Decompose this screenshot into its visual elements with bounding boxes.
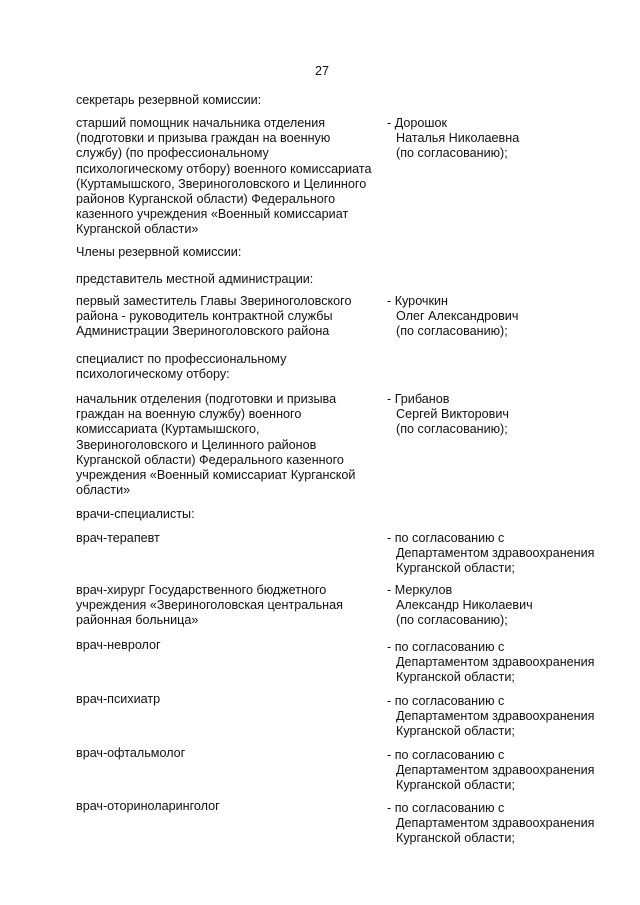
position-line: врач-офтальмолог <box>76 746 186 760</box>
person-note-line: Курганской области; <box>396 670 515 685</box>
position-neurologist <box>76 638 381 653</box>
person-name-line: Сергей Викторович <box>396 407 509 422</box>
person-surgeon <box>387 583 617 629</box>
person-note-line: Департаментом здравоохранения <box>396 546 595 561</box>
person-name-line: - Дорошок <box>387 116 447 130</box>
person-note-line: Курганской области; <box>396 778 515 793</box>
position-line: врач-терапевт <box>76 531 160 545</box>
heading-line: специалист по профессиональному <box>76 352 287 366</box>
heading-line: психологическому отбору: <box>76 367 230 382</box>
person-note-line: - по согласованию с <box>387 801 505 815</box>
person-note-line: - по согласованию с <box>387 640 505 654</box>
position-line: врач-оториноларинголог <box>76 799 220 813</box>
person-psychiatrist <box>387 694 617 740</box>
position-ophthalmologist <box>76 746 381 761</box>
person-note-line: - по согласованию с <box>387 748 505 762</box>
person-ophthalmologist <box>387 748 617 794</box>
person-name-line: Олег Александрович <box>396 309 519 324</box>
position-line: врач-психиатр <box>76 692 161 706</box>
position-line: Курганской области» <box>76 222 199 237</box>
person-note-line: Курганской области; <box>396 561 515 576</box>
psych-heading <box>76 352 286 382</box>
person-note-line: - по согласованию с <box>387 531 505 545</box>
position-line: психологическому отбору) военного комиссариата <box>76 161 372 176</box>
person-note-line: Департаментом здравоохранения <box>396 655 595 670</box>
position-psychiatrist <box>76 692 381 707</box>
position-line: первый заместитель Главы Звериноголовского <box>76 294 352 308</box>
person-therapist <box>387 531 617 577</box>
position-line: Звериноголовского и Целинного районов <box>76 437 317 452</box>
secretary-heading: секретарь резервной комиссии: <box>76 93 262 107</box>
position-department-head <box>76 392 381 498</box>
page-number: 27 <box>314 64 329 78</box>
person-note-line: Департаментом здравоохранения <box>396 709 595 724</box>
person-note-line: Курганской области; <box>396 831 515 846</box>
position-line: Курганской области) Федерального казенного <box>76 452 344 467</box>
person-note-line: - по согласованию с <box>387 694 505 708</box>
position-line: района - руководитель контрактной службы <box>76 309 333 324</box>
local-admin-heading: представитель местной администрации: <box>76 272 314 286</box>
person-note-line: (по согласованию); <box>396 613 508 628</box>
position-line: (подготовки и призыва граждан на военную <box>76 131 331 146</box>
person-name-line: Александр Николаевич <box>396 598 533 613</box>
position-line: службу) (по профессиональному <box>76 146 269 161</box>
position-line: районная больница» <box>76 613 199 628</box>
position-line: Администрации Звериноголовского района <box>76 324 330 339</box>
person-name-line: - Меркулов <box>387 583 453 597</box>
doctors-heading: врачи-специалисты: <box>76 507 195 521</box>
position-line: области» <box>76 483 131 498</box>
person-note-line: Департаментом здравоохранения <box>396 763 595 778</box>
person-note-line: (по согласованию); <box>396 146 508 161</box>
position-therapist <box>76 531 381 546</box>
position-line: граждан на военную службу) военного <box>76 407 302 422</box>
position-otolaryngologist <box>76 799 381 814</box>
position-deputy-head <box>76 294 381 340</box>
person-note-line: (по согласованию); <box>396 324 508 339</box>
position-secretary <box>76 116 381 238</box>
person-note-line: Департаментом здравоохранения <box>396 816 595 831</box>
position-line: врач-невролог <box>76 638 161 652</box>
position-surgeon <box>76 583 381 629</box>
person-deputy-head <box>387 294 617 340</box>
position-line: комиссариата (Куртамышского, <box>76 422 260 437</box>
position-line: учреждения «Звериноголовская центральная <box>76 598 343 613</box>
person-name-line: - Курочкин <box>387 294 448 308</box>
position-line: старший помощник начальника отделения <box>76 116 326 130</box>
person-department-head <box>387 392 617 438</box>
person-neurologist <box>387 640 617 686</box>
members-heading: Члены резервной комиссии: <box>76 245 242 259</box>
person-name-line: Наталья Николаевна <box>396 131 520 146</box>
person-note-line: (по согласованию); <box>396 422 508 437</box>
person-otolaryngologist <box>387 801 617 847</box>
person-name-line: - Грибанов <box>387 392 450 406</box>
person-note-line: Курганской области; <box>396 724 515 739</box>
position-line: казенного учреждения «Военный комиссариат <box>76 207 349 222</box>
position-line: учреждения «Военный комиссариат Курганской <box>76 468 356 483</box>
person-secretary <box>387 116 617 162</box>
position-line: врач-хирург Государственного бюджетного <box>76 583 327 597</box>
position-line: районов Курганской области) Федерального <box>76 192 336 207</box>
position-line: начальник отделения (подготовки и призыва <box>76 392 337 406</box>
position-line: (Куртамышского, Звериноголовского и Целинного <box>76 176 367 191</box>
